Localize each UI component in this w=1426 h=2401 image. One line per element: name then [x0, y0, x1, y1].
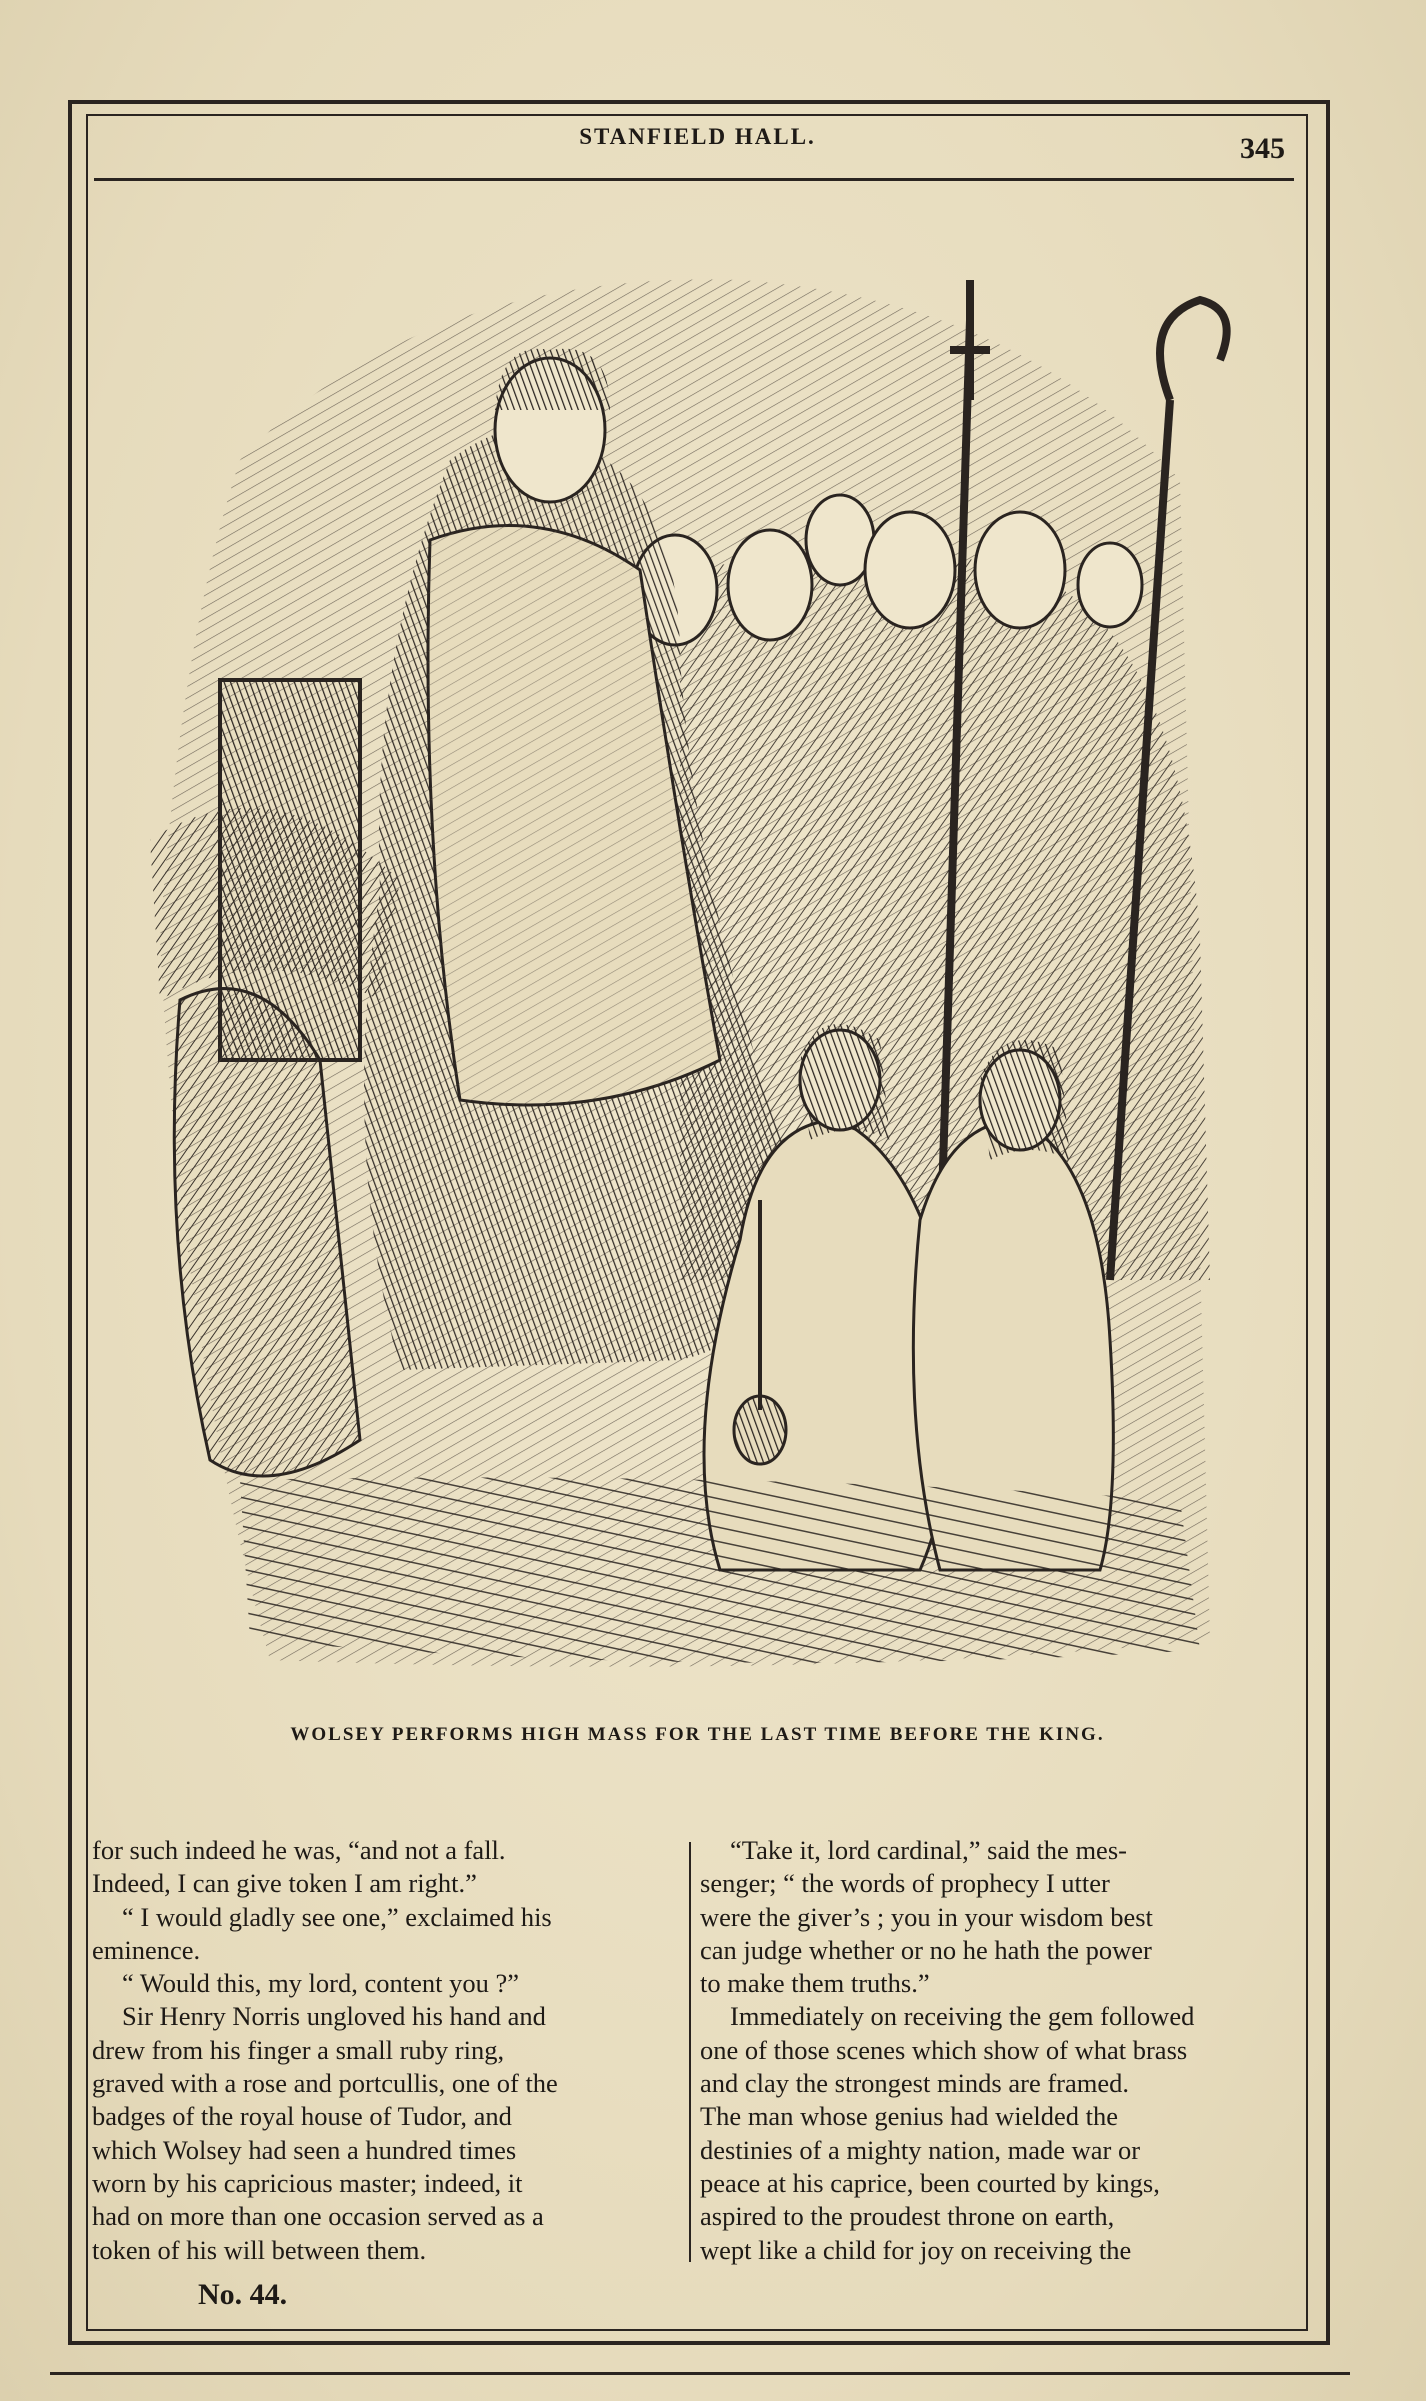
- signature-mark: No. 44.: [198, 2278, 288, 2311]
- left-line: “ I would gladly see one,” exclaimed his: [122, 1901, 552, 1932]
- left-line: eminence.: [92, 1934, 201, 1965]
- left-line: had on more than one occasion served as a: [92, 2201, 544, 2232]
- right-line: and clay the strongest minds are framed.: [700, 2068, 1130, 2099]
- left-line: worn by his capricious master; indeed, it: [92, 2167, 523, 2198]
- right-line: one of those scenes which show of what brass: [700, 2034, 1188, 2065]
- left-line: token of his will between them.: [92, 2234, 427, 2265]
- left-line: badges of the royal house of Tudor, and: [92, 2101, 512, 2132]
- left-line: for such indeed he was, “and not a fall.: [92, 1835, 506, 1865]
- right-line: Immediately on receiving the gem followed: [730, 2001, 1195, 2032]
- left-line: which Wolsey had seen a hundred times: [92, 2134, 517, 2165]
- right-line: to make them truths.”: [700, 1968, 930, 1999]
- right-line: “Take it, lord cardinal,” said the mes-: [730, 1835, 1127, 1865]
- right-line: were the giver’s ; you in your wisdom best: [700, 1901, 1153, 1932]
- right-column: [700, 1834, 1287, 2267]
- bottom-rule: [50, 2372, 1350, 2375]
- left-column: [92, 1834, 679, 2267]
- left-line: Indeed, I can give token I am right.”: [92, 1868, 477, 1899]
- right-line: destinies of a mighty nation, made war or: [700, 2134, 1141, 2165]
- page-header: [90, 118, 1305, 182]
- right-line: The man whose genius had wielded the: [700, 2101, 1118, 2132]
- text-columns: [92, 1834, 1282, 2274]
- running-title: STANFIELD HALL.: [579, 124, 816, 149]
- right-line: can judge whether or no he hath the power: [700, 1934, 1152, 1965]
- left-line: graved with a rose and portcullis, one of the: [92, 2068, 558, 2099]
- illustration-caption: WOLSEY PERFORMS HIGH MASS FOR THE LAST TIME BEFORE THE KING.: [290, 1724, 1105, 1745]
- header-rule: [94, 178, 1294, 181]
- left-line: Sir Henry Norris ungloved his hand and: [122, 2001, 546, 2032]
- right-line: wept like a child for joy on receiving the: [700, 2234, 1132, 2265]
- left-line: “ Would this, my lord, content you ?”: [122, 1968, 520, 1999]
- engraving-image: [120, 240, 1270, 1690]
- right-line: peace at his caprice, been courted by kings,: [700, 2167, 1160, 2198]
- column-divider: [689, 1842, 691, 2262]
- right-line: aspired to the proudest throne on earth,: [700, 2201, 1115, 2232]
- engraving-illustration: [120, 240, 1270, 1690]
- left-line: drew from his finger a small ruby ring,: [92, 2034, 505, 2065]
- right-line: senger; “ the words of prophecy I utter: [700, 1868, 1110, 1899]
- page-number: 345: [1240, 132, 1285, 165]
